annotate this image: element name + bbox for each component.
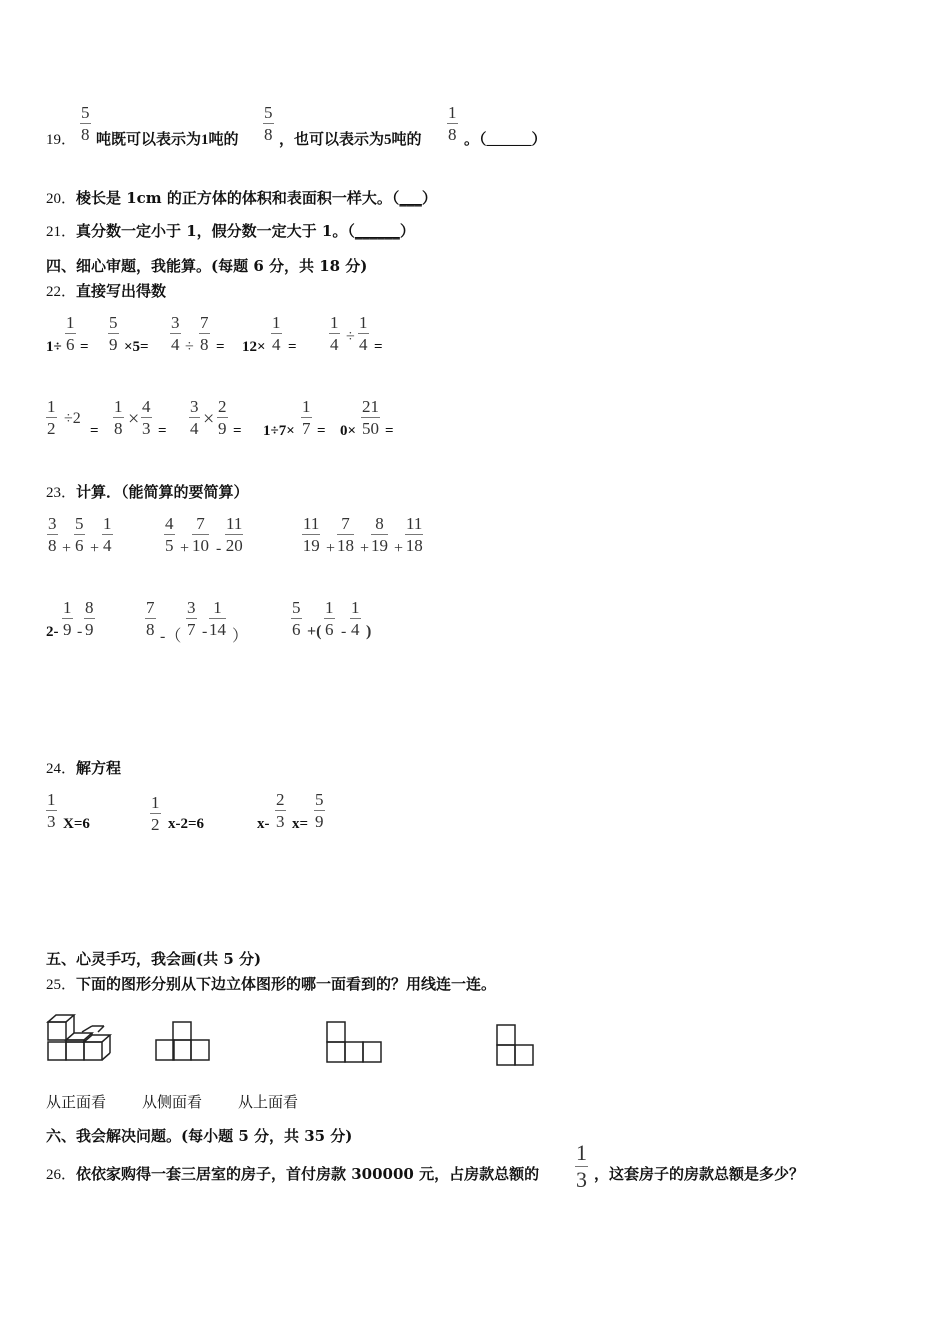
expr-prefix: 2-	[46, 624, 59, 640]
operator: ×	[203, 408, 215, 430]
fraction: 5 9	[109, 313, 118, 354]
view-label-side: 从侧面看	[142, 1095, 203, 1111]
question-26: 26．依依家购得一套三居室的房子，首付房款 300000 元，占房款总额的	[46, 1165, 540, 1183]
fraction: 8 19	[371, 514, 388, 555]
fraction: 1 3	[47, 790, 56, 831]
equation-rest: x-2=6	[168, 816, 205, 832]
expr-prefix: 1÷	[46, 339, 62, 355]
fraction: 1 2	[151, 793, 160, 834]
fraction: 3 4	[171, 313, 180, 354]
equation-rest: X=6	[63, 816, 90, 832]
section-title: 四、细心审题，我能算。(每题 6 分，共 18 分)	[46, 257, 368, 275]
fraction: 1 4	[272, 313, 281, 354]
fraction: 1 8	[448, 103, 457, 144]
question-20: 20．棱长是 1cm 的正方体的体积和表面积一样大。（___）	[46, 189, 437, 207]
fraction: 11 19	[302, 514, 320, 555]
view-shape-2	[325, 1019, 383, 1065]
expr-suffix: =	[317, 423, 326, 439]
expr-prefix: 1÷7×	[263, 423, 295, 439]
fraction: 4 3	[142, 397, 151, 438]
fraction: 7 18	[337, 514, 354, 555]
operator: ）	[232, 628, 249, 645]
operator: ÷2	[64, 410, 81, 427]
question-23: 23．计算．（能简算的要简算）	[46, 483, 249, 501]
fraction: 7 8	[146, 598, 155, 639]
expr-prefix: 12×	[242, 339, 266, 355]
operator: -	[77, 623, 83, 640]
expr-suffix: =	[80, 339, 89, 355]
fraction: 2 3	[276, 790, 285, 831]
operator: )	[366, 623, 372, 640]
fraction: 7 8	[200, 313, 209, 354]
fraction: 1 6	[66, 313, 75, 354]
fraction: 7 10	[192, 514, 209, 555]
operator: -	[202, 623, 208, 640]
view-shape-1	[154, 1019, 212, 1063]
question-21: 21．真分数一定小于 1，假分数一定大于 1。（______）	[46, 222, 415, 240]
fraction: 3 8	[48, 514, 57, 555]
expr-suffix: =	[374, 339, 383, 355]
fraction: 1 7	[302, 397, 311, 438]
fraction: 5 6	[75, 514, 84, 555]
expr-suffix: =	[385, 423, 394, 439]
fraction: 1 6	[325, 598, 334, 639]
fraction: 1 4	[103, 514, 112, 555]
answer-blank[interactable]: 。（______）	[464, 132, 547, 148]
operator: ÷	[346, 328, 355, 345]
3d-solid-figure	[46, 1012, 120, 1064]
fraction: 8 9	[85, 598, 94, 639]
section-title: 六、我会解决问题。(每小题 5 分，共 35 分)	[46, 1127, 353, 1145]
answer-blank[interactable]: ___	[399, 189, 422, 207]
fraction: 3 7	[187, 598, 196, 639]
operator: -（	[160, 628, 182, 645]
equation-rest: x=	[292, 816, 309, 832]
section-title: 五、心灵手巧，我会画(共 5 分)	[46, 950, 262, 968]
fraction: 1 9	[63, 598, 72, 639]
operator: +	[326, 540, 336, 557]
fraction: 5 6	[292, 598, 301, 639]
expr-prefix: x-	[257, 816, 270, 832]
question-25: 25．下面的图形分别从下边立体图形的哪一面看到的？用线连一连。	[46, 975, 497, 993]
fraction: 4 5	[165, 514, 174, 555]
fraction: 1 4	[330, 313, 339, 354]
operator: ×	[128, 408, 140, 430]
expr-prefix: 0×	[340, 423, 357, 439]
question-text: 吨既可以表示为1吨的	[96, 132, 239, 148]
operator: +	[180, 540, 190, 557]
fraction: 21 50	[362, 397, 379, 438]
question-22: 22．直接写出得数	[46, 282, 167, 300]
view-label-top: 从上面看	[238, 1095, 299, 1111]
fraction: 5 8	[81, 103, 90, 144]
operator: +	[90, 540, 100, 557]
expr-suffix: =	[90, 423, 99, 439]
expr-suffix: =	[233, 423, 242, 439]
fraction: 2 9	[218, 397, 227, 438]
fraction: 5 8	[264, 103, 273, 144]
expr-suffix: =	[216, 339, 225, 355]
fraction: 1 4	[359, 313, 368, 354]
question-text: ，这套房子的房款总额是多少？	[594, 1167, 805, 1183]
operator: +	[62, 540, 72, 557]
fraction: 1 14	[209, 598, 226, 639]
operator: ÷	[185, 338, 194, 355]
expr-suffix: ×5=	[124, 339, 149, 355]
fraction: 1 3	[576, 1140, 587, 1192]
operator: +	[360, 540, 370, 557]
view-shape-3	[494, 1022, 536, 1068]
answer-blank[interactable]: ______	[354, 222, 400, 240]
operator: -	[341, 623, 347, 640]
fraction: 1 8	[114, 397, 123, 438]
expr-suffix: =	[158, 423, 167, 439]
fraction: 11 18	[405, 514, 423, 555]
view-label-front: 从正面看	[46, 1095, 107, 1111]
question-19	[46, 128, 76, 149]
question-number: 19．	[46, 132, 77, 148]
fraction: 11 20	[225, 514, 243, 555]
fraction: 1 4	[351, 598, 360, 639]
question-text: ，也可以表示为5吨的	[279, 132, 422, 148]
fraction: 3 4	[190, 397, 199, 438]
fraction: 1 2	[47, 397, 56, 438]
operator: +	[394, 540, 404, 557]
question-24: 24．解方程	[46, 759, 122, 777]
expr-suffix: =	[288, 339, 297, 355]
operator: -	[216, 540, 222, 557]
operator: +(	[307, 623, 322, 640]
fraction: 5 9	[315, 790, 324, 831]
